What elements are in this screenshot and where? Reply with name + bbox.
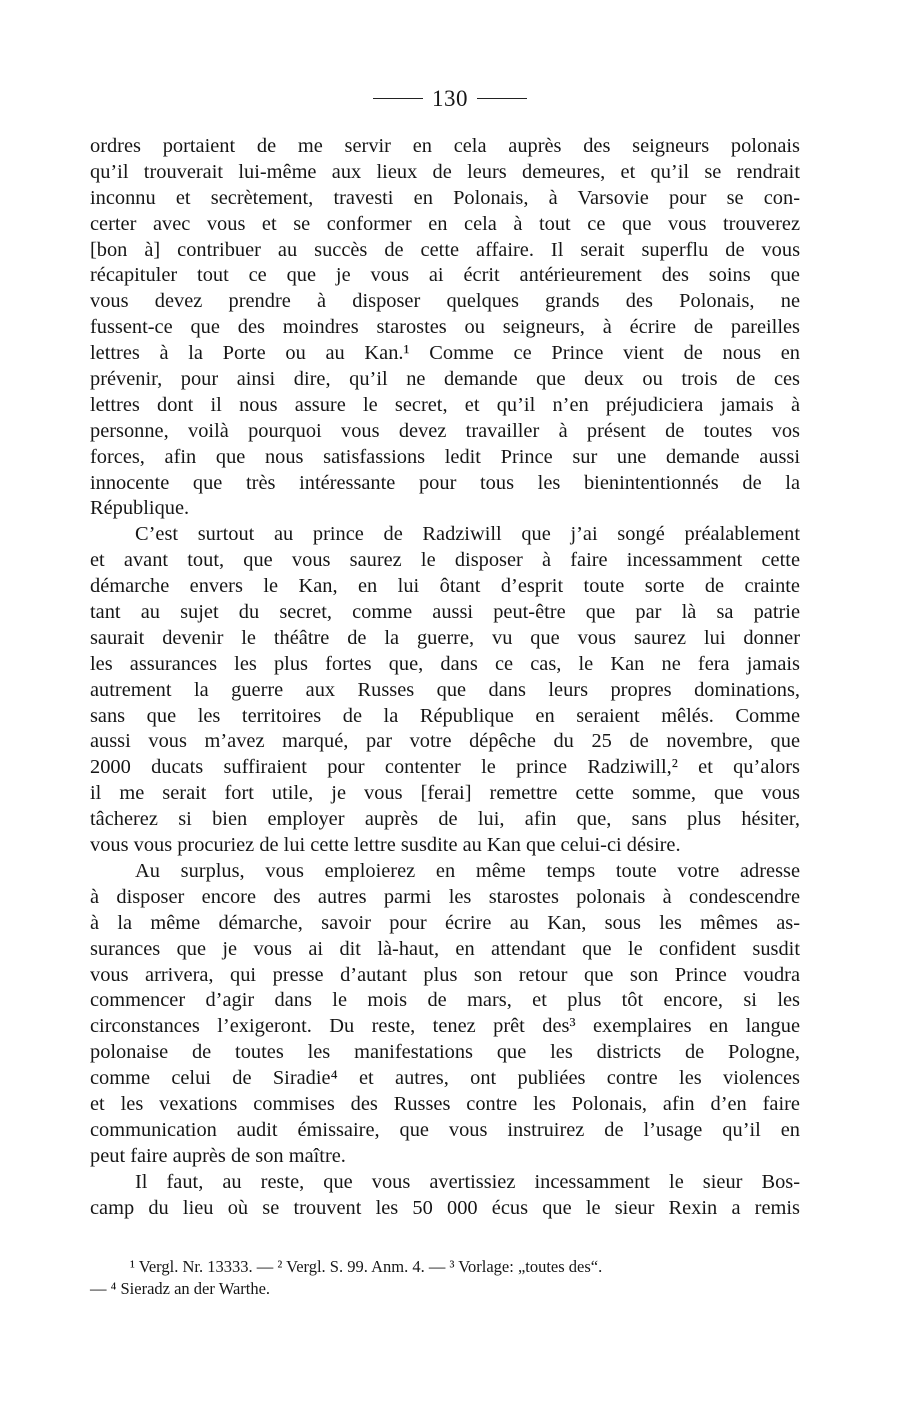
text-line: les assurances les plus fortes que, dans ce cas, le Kan ne fera jamais bbox=[90, 652, 800, 675]
footnote-line: — ⁴ Sieradz an der Warthe. bbox=[90, 1279, 271, 1298]
paragraph bbox=[90, 859, 800, 1170]
text-line: vous devez prendre à disposer quelques grands des Polonais, ne bbox=[90, 290, 800, 313]
paragraph bbox=[90, 134, 800, 522]
text-line: certer avec vous et se conformer en cela à tout ce que vous trouverez bbox=[90, 212, 800, 235]
text-line: à la même démarche, savoir pour écrire au Kan, sous les mêmes as- bbox=[90, 911, 800, 934]
text-line: tâcherez si bien employer auprès de lui, afin que, sans plus hésiter, bbox=[90, 808, 800, 831]
text-line: innocente que très intéressante pour tous les bienintentionnés de la bbox=[90, 471, 800, 494]
text-line: forces, afin que nous satisfassions ledit Prince sur une demande aussi bbox=[90, 445, 800, 468]
text-line: commencer d’agir dans le mois de mars, et plus tôt encore, si les bbox=[90, 989, 800, 1012]
text-line: camp du lieu où se trouvent les 50 000 écus que le sieur Rexin a remis bbox=[90, 1196, 800, 1219]
text-line: prévenir, pour ainsi dire, qu’il ne demande que deux ou trois de ces bbox=[90, 368, 800, 391]
text-line: qu’il trouverait lui-même aux lieux de leurs demeures, et qu’il se rendrait bbox=[90, 160, 800, 183]
text-line: Il faut, au reste, que vous avertissiez incessamment le sieur Bos- bbox=[135, 1170, 800, 1193]
text-line: surances que je vous ai dit là-haut, en attendant que le confident susdit bbox=[90, 937, 800, 960]
text-line: saurait devenir le théâtre de la guerre, vu que vous saurez lui donner bbox=[90, 626, 800, 649]
text-line: et avant tout, que vous saurez le disposer à faire incessamment cette bbox=[90, 549, 800, 572]
text-line: lettres dont il nous assure le secret, et qu’il n’en préjudiciera jamais à bbox=[90, 393, 800, 416]
footnotes bbox=[90, 1256, 810, 1300]
text-line: démarche envers le Kan, en lui ôtant d’esprit toute sorte de crainte bbox=[90, 575, 800, 598]
text-line: ordres portaient de me servir en cela auprès des seigneurs polonais bbox=[90, 135, 800, 157]
text-line: circonstances l’exigeront. Du reste, tenez prêt des³ exemplaires en langue bbox=[90, 1015, 800, 1038]
text-line: comme celui de Siradie⁴ et autres, ont publiées contre les violences bbox=[90, 1067, 800, 1090]
header-rule-right bbox=[477, 98, 527, 99]
text-line: fussent-ce que des moindres starostes ou seigneurs, à écrire de pareilles bbox=[90, 316, 800, 339]
header-rule-left bbox=[373, 98, 423, 99]
text-line: lettres à la Porte ou au Kan.¹ Comme ce Prince vient de nous en bbox=[90, 342, 800, 365]
page-header bbox=[0, 86, 900, 112]
text-line: aussi vous m’avez marqué, par votre dépêche du 25 de novembre, que bbox=[90, 730, 800, 753]
text-line: récapituler tout ce que je vous ai écrit antérieurement des soins que bbox=[90, 264, 800, 287]
text-line: il me serait fort utile, je vous [ferai] remettre cette somme, que vous bbox=[90, 782, 800, 805]
text-line: Au surplus, vous emploierez en même temps toute votre adresse bbox=[135, 859, 800, 882]
text-line: République. bbox=[90, 497, 190, 520]
text-line: C’est surtout au prince de Radziwill que j’ai songé préalablement bbox=[135, 523, 800, 546]
body-text bbox=[90, 134, 800, 1221]
text-line: personne, voilà pourquoi vous devez travailler à présent de toutes vos bbox=[90, 419, 800, 442]
text-line: communication audit émissaire, que vous instruirez de l’usage qu’il en bbox=[90, 1118, 800, 1141]
text-line: peut faire auprès de son maître. bbox=[90, 1144, 346, 1167]
text-line: polonaise de toutes les manifestations que les districts de Pologne, bbox=[90, 1041, 800, 1064]
paragraph bbox=[90, 1170, 800, 1222]
footnote-line: ¹ Vergl. Nr. 13333. — ² Vergl. S. 99. Anm. 4. — ³ Vorlage: „toutes des“. bbox=[130, 1257, 603, 1276]
text-line: sans que les territoires de la République en seraient mêlés. Comme bbox=[90, 704, 800, 727]
text-line: 2000 ducats suffiraient pour contenter le prince Radziwill,² et qu’alors bbox=[90, 756, 800, 779]
text-line: inconnu et secrètement, travesti en Polonais, à Varsovie pour se con- bbox=[90, 186, 800, 209]
text-line: [bon à] contribuer au succès de cette affaire. Il serait superflu de vous bbox=[90, 238, 800, 261]
text-line: vous vous procuriez de lui cette lettre susdite au Kan que celui-ci désire. bbox=[90, 834, 681, 857]
text-line: vous arrivera, qui presse d’autant plus son retour que son Prince voudra bbox=[90, 963, 800, 986]
text-line: autrement la guerre aux Russes que dans leurs propres dominations, bbox=[90, 678, 800, 701]
text-line: à disposer encore des autres parmi les starostes polonais à condescendre bbox=[90, 885, 800, 908]
text-line: et les vexations commises des Russes contre les Polonais, afin d’en faire bbox=[90, 1092, 800, 1115]
text-line: tant au sujet du secret, comme aussi peut-être que par là sa patrie bbox=[90, 601, 800, 624]
page-number: 130 bbox=[432, 86, 468, 111]
paragraph bbox=[90, 522, 800, 859]
